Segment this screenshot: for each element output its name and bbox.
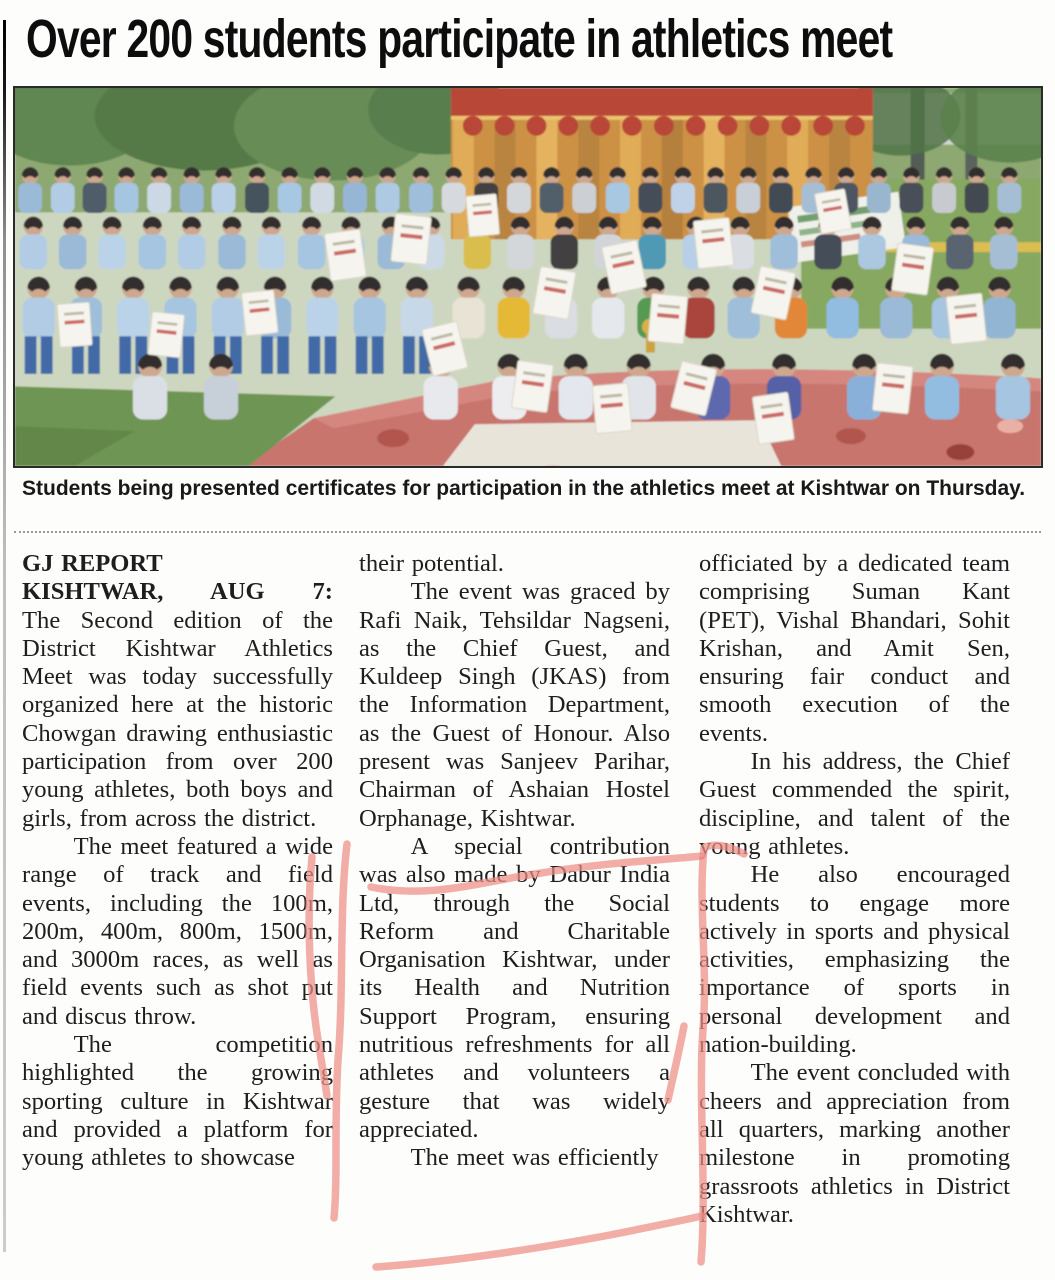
article-paragraph: The event concluded with cheers and appreciation from all quarters, marking another milestone in promoting grassroots athletics in District Kishtwar. <box>699 1059 1010 1228</box>
article-column-2 <box>359 550 670 1280</box>
article-paragraph: The Second edition of the District Kishtwar Athletics Meet was today successfully organized here at the historic Chowgan drawing enthusiastic participation from over 200 young athletes, both boys and girls, from across the district. <box>22 606 333 832</box>
article-paragraph: GJ REPORT <box>22 550 163 577</box>
article-photo <box>13 86 1043 468</box>
article-paragraph: The competition highlighted the growing sporting culture in Kishtwar and provided a platform for young athletes to showcase <box>22 1031 333 1172</box>
headline: Over 200 students participate in athletics meet <box>26 9 893 69</box>
article-column-3 <box>699 550 1010 1280</box>
article-photo-scene <box>15 88 1041 466</box>
article-paragraph: The meet featured a wide range of track and field events, including the 100m, 200m, 400m, 800m, 1500m, and 3000m races, as well as field events such as shot put and discus throw. <box>22 832 333 1030</box>
article-column-1 <box>22 550 333 1280</box>
photo-caption: Students being presented certificates for participation in the athletics meet at Kishtwar on Thursday. <box>22 477 1026 500</box>
article-body <box>22 550 1035 1280</box>
article-paragraph: A special contribution was also made by Dabur India Ltd, through the Social Reform and Charitable Organisation Kishtwar, under its Health and Nutrition Support Program, ensuring nutritious refreshments for all athletes and volunteers a gesture that was widely appreciated. <box>359 832 670 1143</box>
article-paragraph: KISHTWAR, AUG 7: <box>22 578 333 606</box>
article-paragraph: their potential. <box>359 550 504 577</box>
article-paragraph: The event was graced by Rafi Naik, Tehsildar Nagseni, as the Chief Guest, and Kuldeep Singh (JKAS) from the Information Department, as the Guest of Honour. Also present was Sanjeev Parihar, Chairman of Ashaian Hostel Orphanage, Kishtwar. <box>359 578 670 832</box>
article-paragraph: officiated by a dedicated team comprising Suman Kant (PET), Vishal Bhandari, Sohit Krishan, and Amit Sen, ensuring fair conduct and smooth execution of the events. <box>699 550 1010 747</box>
article-paragraph: The meet was efficiently <box>410 1144 659 1172</box>
article-paragraph: In his address, the Chief Guest commended the spirit, discipline, and talent of the young athletes. <box>699 748 1010 860</box>
article-paragraph: He also encouraged students to engage more actively in sports and physical activities, emphasizing the importance of sports in personal development and nation-building. <box>699 861 1010 1059</box>
caption-divider-rule <box>14 531 1041 533</box>
scan-edge-artifact <box>3 20 6 1252</box>
